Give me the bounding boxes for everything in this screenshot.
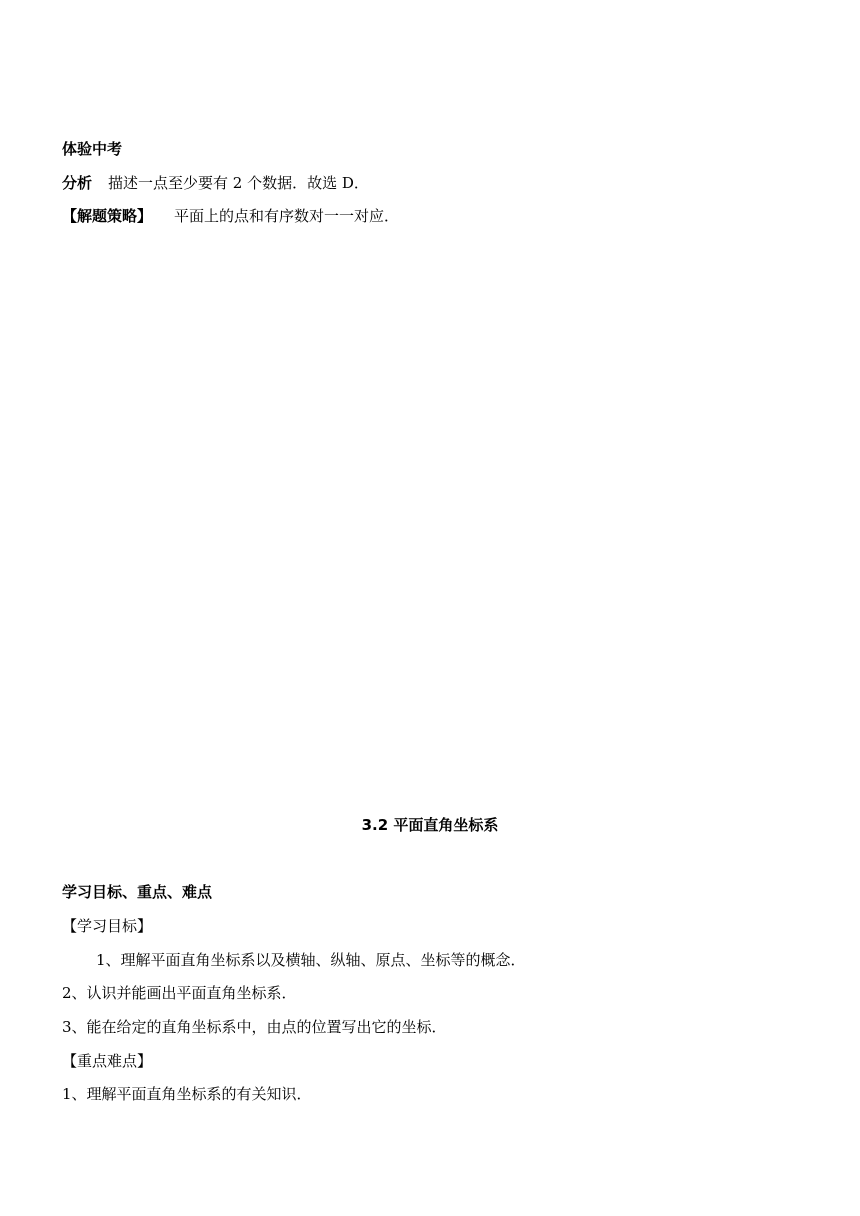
goal-item: 2、认识并能画出平面直角坐标系． <box>62 984 297 1002</box>
strategy-line <box>62 206 399 226</box>
exam-heading: 体验中考 <box>62 140 123 158</box>
goal-item: 1、理解平面直角坐标系以及横轴、纵轴、原点、坐标等的概念． <box>96 951 526 969</box>
strategy-text: 平面上的点和有序数对一一对应． <box>174 207 400 225</box>
analysis-line <box>62 173 369 193</box>
analysis-text: 描述一点至少要有 2 个数据．故选 D． <box>108 174 369 192</box>
section-title: 3.2 平面直角坐标系 <box>361 816 499 834</box>
goals-heading: 学习目标、重点、难点 <box>62 883 213 901</box>
key-label: 【重点难点】 <box>62 1052 153 1070</box>
goal-item: 3、能在给定的直角坐标系中，由点的位置写出它的坐标． <box>62 1018 447 1036</box>
strategy-label: 【解题策略】 <box>62 207 153 225</box>
key-item: 1、理解平面直角坐标系的有关知识． <box>62 1085 312 1103</box>
analysis-label: 分析 <box>62 174 93 192</box>
goals-label: 【学习目标】 <box>62 917 153 935</box>
